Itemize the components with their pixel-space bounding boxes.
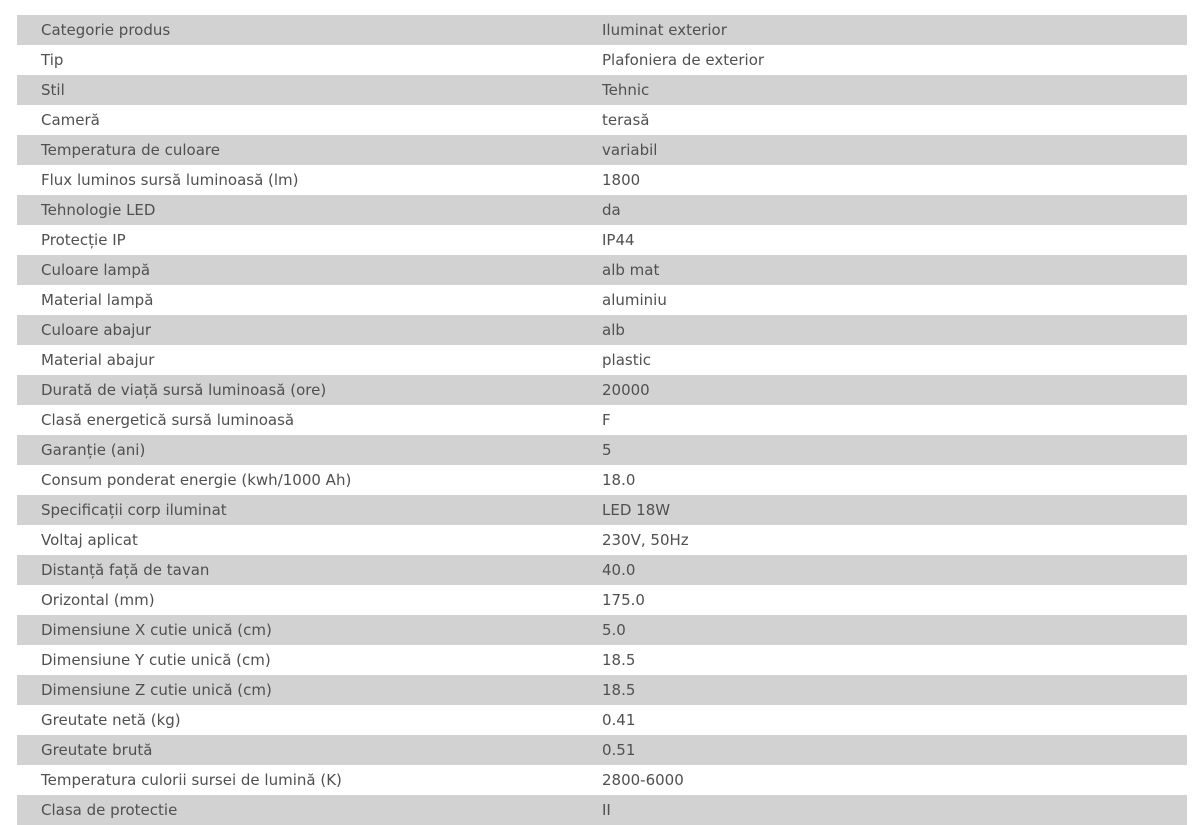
spec-value: 5.0 [578,615,1187,645]
table-row [17,405,1187,435]
table-row [17,615,1187,645]
table-row [17,465,1187,495]
spec-value: 40.0 [578,555,1187,585]
spec-value: 0.41 [578,705,1187,735]
table-row [17,15,1187,45]
spec-value: II [578,795,1187,825]
table-row [17,165,1187,195]
spec-label: Voltaj aplicat [17,525,578,555]
table-row [17,765,1187,795]
spec-value: 18.5 [578,645,1187,675]
spec-value: 0.51 [578,735,1187,765]
spec-label: Material abajur [17,345,578,375]
spec-label: Clasa de protectie [17,795,578,825]
spec-label: Cameră [17,105,578,135]
spec-label: Distanță față de tavan [17,555,578,585]
spec-value: terasă [578,105,1187,135]
table-row [17,135,1187,165]
table-row [17,555,1187,585]
table-row [17,495,1187,525]
spec-value: da [578,195,1187,225]
spec-value: alb [578,315,1187,345]
table-row [17,225,1187,255]
spec-value: Iluminat exterior [578,15,1187,45]
table-row [17,705,1187,735]
spec-label: Tehnologie LED [17,195,578,225]
spec-label: Specificații corp iluminat [17,495,578,525]
spec-label: Orizontal (mm) [17,585,578,615]
table-row [17,345,1187,375]
spec-value: aluminiu [578,285,1187,315]
table-row [17,735,1187,765]
spec-label: Greutate brută [17,735,578,765]
spec-value: variabil [578,135,1187,165]
spec-label: Dimensiune X cutie unică (cm) [17,615,578,645]
spec-value: 18.0 [578,465,1187,495]
spec-value: 20000 [578,375,1187,405]
spec-value: 5 [578,435,1187,465]
spec-value: 18.5 [578,675,1187,705]
spec-value: 230V, 50Hz [578,525,1187,555]
spec-value: IP44 [578,225,1187,255]
spec-label: Categorie produs [17,15,578,45]
table-row [17,255,1187,285]
table-row [17,645,1187,675]
table-row [17,435,1187,465]
spec-value: LED 18W [578,495,1187,525]
spec-label: Culoare abajur [17,315,578,345]
spec-label: Material lampă [17,285,578,315]
spec-label: Tip [17,45,578,75]
spec-label: Consum ponderat energie (kwh/1000 Ah) [17,465,578,495]
table-row [17,45,1187,75]
spec-value: plastic [578,345,1187,375]
table-row [17,285,1187,315]
spec-label: Temperatura de culoare [17,135,578,165]
specs-table-body [17,15,1187,825]
spec-label: Protecție IP [17,225,578,255]
table-row [17,525,1187,555]
table-row [17,195,1187,225]
spec-label: Dimensiune Y cutie unică (cm) [17,645,578,675]
spec-label: Stil [17,75,578,105]
spec-label: Greutate netă (kg) [17,705,578,735]
spec-label: Dimensiune Z cutie unică (cm) [17,675,578,705]
spec-label: Culoare lampă [17,255,578,285]
spec-value: 175.0 [578,585,1187,615]
spec-label: Garanție (ani) [17,435,578,465]
table-row [17,315,1187,345]
spec-value: Tehnic [578,75,1187,105]
spec-value: Plafoniera de exterior [578,45,1187,75]
table-row [17,375,1187,405]
spec-value: F [578,405,1187,435]
spec-label: Flux luminos sursă luminoasă (lm) [17,165,578,195]
spec-label: Durată de viață sursă luminoasă (ore) [17,375,578,405]
spec-label: Clasă energetică sursă luminoasă [17,405,578,435]
table-row [17,585,1187,615]
table-row [17,795,1187,825]
table-row [17,105,1187,135]
spec-label: Temperatura culorii sursei de lumină (K) [17,765,578,795]
specs-table [17,15,1187,825]
spec-value: alb mat [578,255,1187,285]
table-row [17,75,1187,105]
spec-value: 1800 [578,165,1187,195]
table-row [17,675,1187,705]
spec-value: 2800-6000 [578,765,1187,795]
